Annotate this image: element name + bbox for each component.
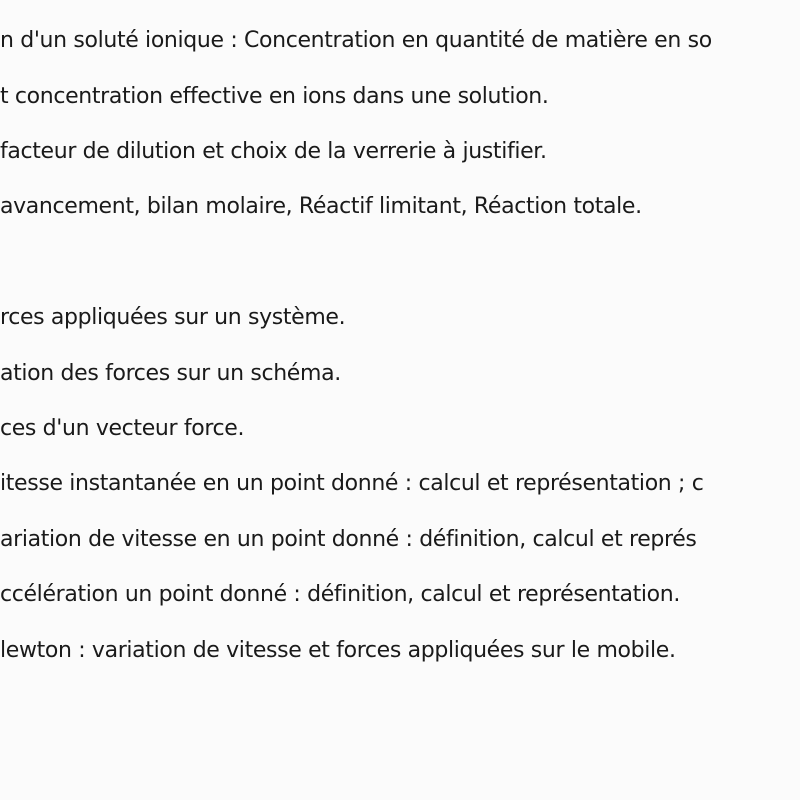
physics-item-1: rces appliquées sur un système. bbox=[0, 305, 346, 330]
physics-item-5: ariation de vitesse en un point donné : définition, calcul et représ bbox=[0, 527, 697, 552]
chemistry-item-4: avancement, bilan molaire, Réactif limitant, Réaction totale. bbox=[0, 194, 642, 219]
chemistry-item-3: facteur de dilution et choix de la verrerie à justifier. bbox=[0, 139, 547, 164]
physics-item-6: ccélération un point donné : définition, calcul et représentation. bbox=[0, 582, 681, 607]
physics-item-2: ation des forces sur un schéma. bbox=[0, 361, 341, 386]
physics-item-3: ces d'un vecteur force. bbox=[0, 416, 245, 441]
physics-item-4: itesse instantanée en un point donné : calcul et représentation ; c bbox=[0, 471, 704, 496]
chemistry-item-2: t concentration effective en ions dans une solution. bbox=[0, 84, 549, 109]
chemistry-item-1: n d'un soluté ionique : Concentration en quantité de matière en so bbox=[0, 28, 712, 53]
physics-item-7: lewton : variation de vitesse et forces appliquées sur le mobile. bbox=[0, 638, 676, 663]
